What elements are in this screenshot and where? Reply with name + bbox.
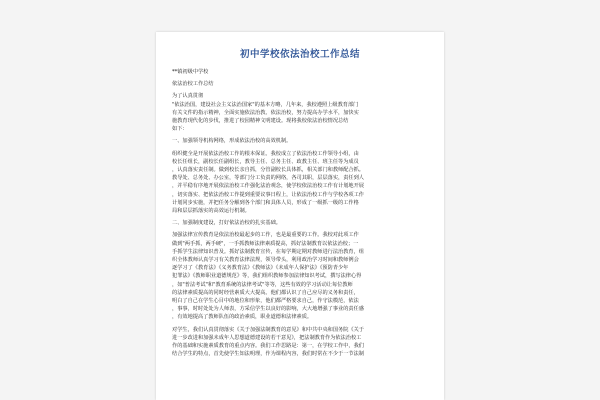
paragraph-line: 犯罪法》《教师职业道德规范》等，我们组织教师参加法律知识考试，撰写法律心得: [172, 273, 362, 280]
document-page: [156, 32, 444, 400]
section-heading: 一、加强领导机构网络，形成依法治校的高效机制。: [172, 138, 292, 145]
document-body: [156, 68, 444, 363]
paragraph-line: 有关文件的指示精神，全面实施依法治教、依法治校，努力提高办学水平，加快实: [172, 109, 359, 116]
paragraph-line: 局和层层抓落实的高效运行机制。: [172, 208, 250, 215]
paragraph-line: 做到"两手抓，两手硬"，一手抓教师法律素质提高，抓好法制教育以依法治校；一: [172, 240, 359, 247]
paragraph-line: 结合学生的特点，首先使学生知法明理，作为课程内容，我们时常在不少于一节法制: [172, 351, 364, 358]
paragraph-line: 教导处、总务处、办公室，等部门分工负责的网络，各司其职，层层落实，责任到人: [172, 175, 364, 182]
paragraph-line: ，如"普法考试"和"教育系统的法律考试"等等，这些有效的学习活动让每位教师: [172, 281, 353, 288]
paragraph-line: 计划同步实施，并把任务分解到各个部门和具体人员，形成了一级抓一级的工作格: [172, 199, 359, 206]
paragraph-line: 校长任组长，副校长任副组长，教导主任、总务主任、政教主任、班主任等为成员: [172, 158, 359, 165]
paragraph-line: ，并平稳有序地开展依法治校工作强化法治观念，使学校依法治校工作有计划地开展: [172, 183, 364, 190]
paragraph-gap: [172, 359, 430, 363]
section-heading: 二、加强制度建设，打好依法治校的扎实基础。: [172, 220, 281, 227]
paragraph-line: "依法治国，建设社会主义法治国家"的基本方略，几年来，我校遵照上级教育部门: [172, 101, 359, 108]
paragraph-line: 施教育现代化的步伐，推进了校园精神文明建设。现将我校依法治校情况总结: [172, 118, 349, 125]
paragraph-line: 作的基础和实施素质教育的重点内容。我们工作思路是：第一，在学校工作中，我们: [172, 343, 364, 350]
document-title: 初中学校依法治校工作总结: [239, 49, 360, 60]
paragraph-line: 组织健全是开展依法治校工作的根本保证。我校成立了依法治校工作领导小组，由: [172, 150, 359, 157]
paragraph-line: 对学生，我们认真贯彻落实《关于加强法制教育的意见》和中共中央和国务院《关于: [172, 326, 364, 333]
paragraph-line: 手抓学生法律知识普及。抓好法制教育宣传，在每学期定期对教师进行法治教育，组: [172, 248, 364, 255]
paragraph-line: ，认真落实责任制。做到校长亲自抓，分管副校长具体抓，相关部门和教师配合抓。: [172, 167, 364, 174]
paragraph-line: 为了认真贯彻: [172, 93, 204, 100]
paragraph-line: ，事事，时时处处为人师表，方采信学生以良好的影响，大大地增强了事业的责任感: [172, 306, 364, 313]
paragraph-line: 明白了自己在学生心目中的地位和形象，他们都严格要求自己，作守法模范，依法: [172, 298, 359, 305]
paragraph-line: 如下：: [172, 126, 188, 133]
paragraph-line: 进一步改进和加强未成年人思想道德建设的若干意见》，把法制教育作为依法治校工: [172, 334, 362, 341]
header-line: 依法治校工作总结: [172, 81, 214, 88]
paragraph-line: ，有效地提高了教师队伍的政治素质，职业道德和法律素质。: [172, 314, 313, 321]
header-line: **镇初级中学校: [172, 69, 209, 75]
paragraph-line: ，切实落实、把依法治校工作提到重要议事日程上，让依法治校工作与学校各项工作: [172, 191, 364, 198]
paragraph-line: 逐学习了《教育法》《义务教育法》《教师法》《未成年人保护法》《预防青少年: [172, 265, 349, 272]
paragraph-line: 织全体教师认真学习有关教育法律法规，领导带头，利用政治学习时间和教师例会: [172, 257, 359, 264]
paragraph-line: 的法律素质提高的同时经营素质大大提高。他们都认识了自己应尽的义务和责任，: [172, 289, 359, 296]
paragraph-line: 加强法律宣传教育是依法治校最起步的工作，也是最重要的工作。我校对此项工作: [172, 232, 359, 239]
